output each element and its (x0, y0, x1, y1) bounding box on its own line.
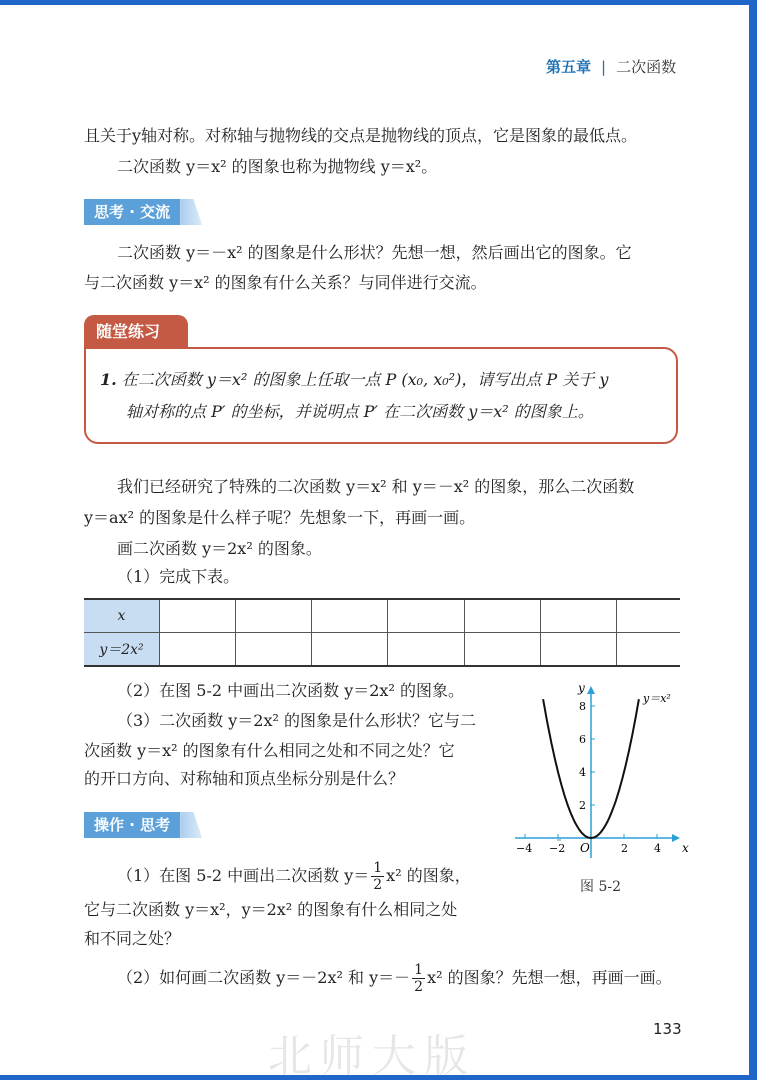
x-tick-label: −2 (549, 842, 566, 855)
chapter-title: 二次函数 (616, 58, 677, 76)
x-tick-label: 4 (654, 842, 661, 855)
operate-think-tag: 操作 · 思考 (84, 812, 180, 838)
question2: （2）在图 5-2 中画出二次函数 y＝2x² 的图象。 (117, 681, 464, 700)
table-cell[interactable] (540, 633, 616, 667)
study-line2: y＝ax² 的图象是什么样子呢？先想象一下，再画一画。 (84, 508, 476, 527)
x-tick-label: 2 (621, 842, 628, 855)
publisher-watermark: 北师大版 (268, 1031, 476, 1082)
para1-line1: 且关于y轴对称。对称轴与抛物线的交点是抛物线的顶点，它是图象的最低点。 (84, 126, 638, 145)
fraction-one-half (371, 860, 384, 893)
practice-box (84, 347, 678, 444)
y-tick-label: 6 (579, 733, 586, 746)
operate-q2-post: x² 的图象？先想一想，再画一画。 (427, 968, 672, 987)
table-cell[interactable] (160, 633, 236, 667)
think-line1: 二次函数 y＝－x² 的图象是什么形状？先想一想，然后画出它的图象。它 (117, 243, 632, 262)
table-cell[interactable] (236, 599, 312, 633)
page-frame-right (749, 0, 757, 1080)
think-line2: 与二次函数 y＝x² 的图象有什么关系？与同伴进行交流。 (84, 273, 487, 292)
question3-line1: （3）二次函数 y＝2x² 的图象是什么形状？它与二 (117, 711, 477, 730)
table-cell[interactable] (540, 599, 616, 633)
y-axis-label: y (578, 681, 585, 695)
table-cell[interactable] (464, 599, 540, 633)
page-frame-top (0, 0, 757, 5)
figure-5-2-graph (510, 680, 695, 865)
curve-label: y＝x² (643, 692, 671, 705)
study-line1: 我们已经研究了特殊的二次函数 y＝x² 和 y＝－x² 的图象，那么二次函数 (117, 477, 635, 496)
table-cell[interactable] (464, 633, 540, 667)
operate-q2 (117, 962, 672, 995)
y-tick-label: 2 (579, 799, 586, 812)
operate-q1-pre: （1）在图 5-2 中画出二次函数 y＝ (117, 866, 370, 885)
think-exchange-tag: 思考 · 交流 (84, 199, 180, 225)
table-cell[interactable] (236, 633, 312, 667)
table-row-label-x: x (84, 599, 160, 633)
question3-line3: 的开口方向、对称轴和顶点坐标分别是什么？ (84, 769, 405, 788)
origin-label: O (580, 841, 590, 855)
study-line4: （1）完成下表。 (117, 567, 240, 586)
practice-line1 (100, 369, 608, 391)
y-tick-label: 8 (579, 700, 586, 713)
table-cell[interactable] (388, 599, 464, 633)
operate-q2-pre: （2）如何画二次函数 y＝－2x² 和 y＝－ (117, 968, 411, 987)
question3-line2: 次函数 y＝x² 的图象有什么相同之处和不同之处？它 (84, 741, 455, 760)
running-header (546, 56, 676, 77)
operate-q1-post: x² 的图象， (386, 866, 471, 885)
table-cell[interactable] (616, 633, 680, 667)
operate-q1-line1 (117, 860, 471, 893)
table-cell[interactable] (160, 599, 236, 633)
x-axis-arrow (672, 834, 680, 842)
practice-text1: 在二次函数 y＝x² 的图象上任取一点 P (x₀, x₀²)，请写出点 P 关于 y (121, 370, 609, 389)
practice-tab: 随堂练习 (84, 315, 188, 349)
para1-line2: 二次函数 y＝x² 的图象也称为抛物线 y＝x²。 (117, 157, 438, 176)
fraction-numerator: 1 (373, 860, 383, 876)
y-axis-arrow (587, 686, 595, 694)
operate-q1-line2: 它与二次函数 y＝x²，y＝2x² 的图象有什么相同之处 (84, 900, 458, 919)
table-row-label-y: y＝2x² (84, 633, 160, 667)
fraction-numerator: 1 (414, 962, 424, 978)
table-cell[interactable] (616, 599, 680, 633)
x-tick-label: −4 (516, 842, 533, 855)
y-tick-labels (579, 700, 586, 812)
y-tick-label: 4 (579, 766, 586, 779)
practice-number: 1. (100, 370, 117, 389)
table-cell[interactable] (388, 633, 464, 667)
fraction-denominator: 2 (414, 979, 424, 995)
operate-q1-line3: 和不同之处？ (84, 929, 181, 948)
practice-line2: 轴对称的点 P′ 的坐标，并说明点 P′ 在二次函数 y＝x² 的图象上。 (126, 402, 594, 421)
x-axis-label: x (682, 841, 689, 855)
table-row (84, 633, 680, 667)
fraction-denominator: 2 (373, 877, 383, 893)
chapter-label: 第五章 (546, 58, 592, 76)
header-separator: | (601, 58, 607, 76)
fraction-one-half (412, 962, 425, 995)
page-number: 133 (653, 1020, 682, 1038)
table-row (84, 599, 680, 633)
figure-caption: 图 5-2 (580, 879, 621, 895)
table-cell[interactable] (312, 633, 388, 667)
table-cell[interactable] (312, 599, 388, 633)
value-table (84, 598, 680, 667)
study-line3: 画二次函数 y＝2x² 的图象。 (117, 539, 322, 558)
